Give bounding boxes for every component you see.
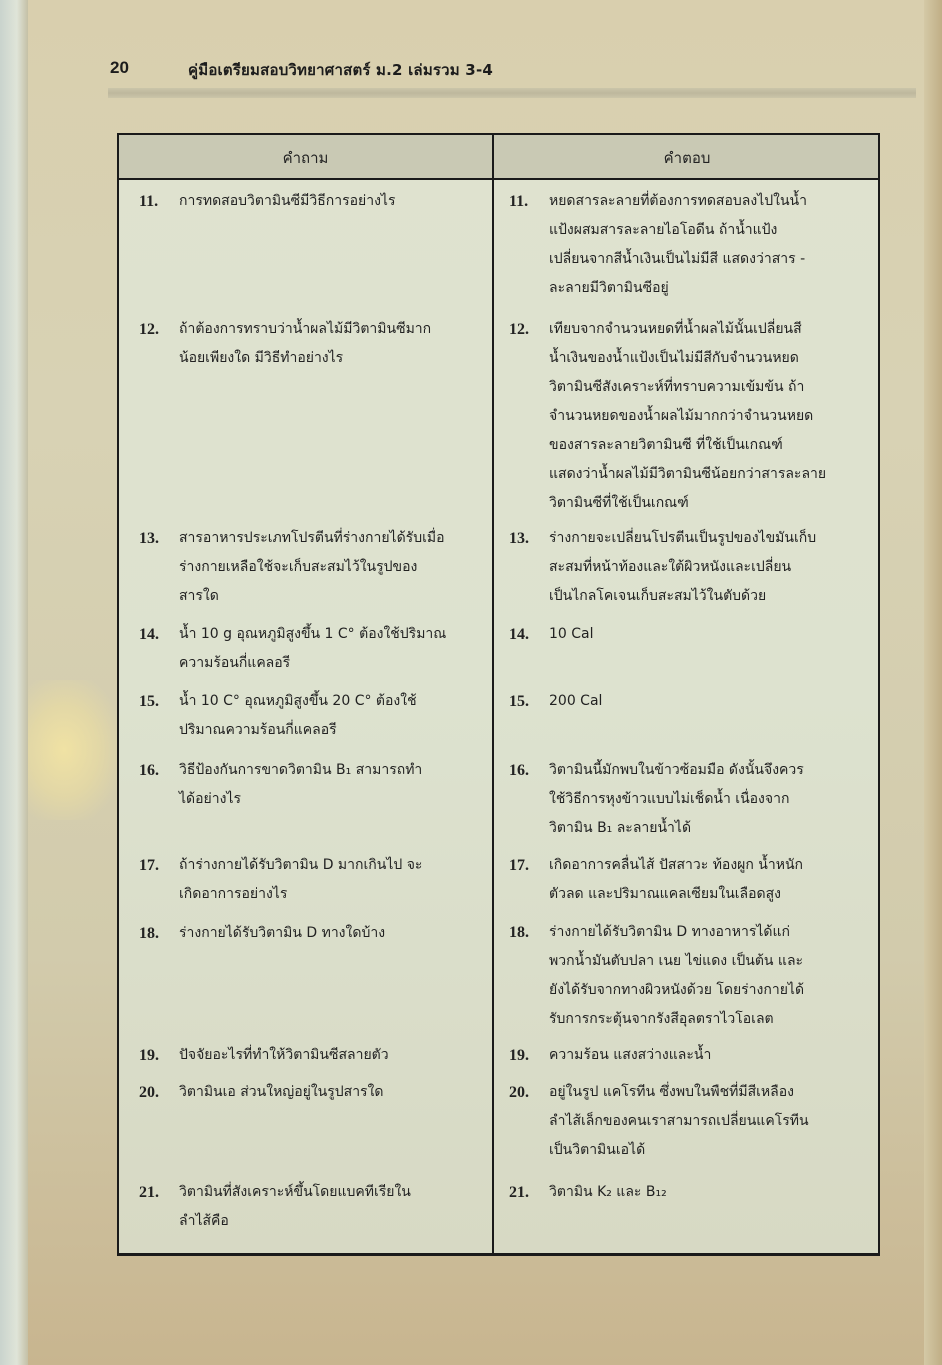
text-line: ปริมาณความร้อนกี่แคลอรี <box>179 722 337 738</box>
text-line: เทียบจากจำนวนหยดที่น้ำผลไม้นั้นเปลี่ยนสี <box>549 321 802 337</box>
text-line: เป็นวิตามินเอได้ <box>549 1142 646 1158</box>
book-spine-edge <box>0 0 28 1365</box>
text-line: น้อยเพียงใด มีวิธีทำอย่างไร <box>179 350 344 366</box>
answer-text <box>549 620 594 649</box>
text-line: 10 Cal <box>549 626 594 642</box>
item-number: 15. <box>509 693 529 710</box>
question-text <box>179 524 445 611</box>
answer-text <box>549 851 803 909</box>
answer-text <box>549 1041 711 1070</box>
answer-text <box>549 315 826 518</box>
item-number: 20. <box>139 1084 159 1101</box>
answer-text <box>549 524 816 611</box>
text-line: สารใด <box>179 588 219 604</box>
text-line: อยู่ในรูป แคโรทีน ซึ่งพบในพืชที่มีสีเหลือง <box>549 1084 794 1100</box>
item-number: 17. <box>139 857 159 874</box>
text-line: วิตามิน K₂ และ B₁₂ <box>549 1184 667 1200</box>
item-number: 18. <box>139 925 159 942</box>
page-right-edge <box>924 0 942 1365</box>
text-line: จำนวนหยดของน้ำผลไม้มากกว่าจำนวนหยด <box>549 408 814 424</box>
item-number: 14. <box>139 626 159 643</box>
item-number: 17. <box>509 857 529 874</box>
item-number: 19. <box>509 1047 529 1064</box>
text-line: น้ำ 10 C° อุณหภูมิสูงขึ้น 20 C° ต้องใช้ <box>179 693 417 709</box>
text-line: การทดสอบวิตามินซีมีวิธีการอย่างไร <box>179 193 396 209</box>
text-line: 200 Cal <box>549 693 603 709</box>
item-number: 13. <box>509 530 529 547</box>
text-line: ลำไส้เล็กของคนเราสามารถเปลี่ยนแคโรทีน <box>549 1113 809 1129</box>
answer-text <box>549 687 602 716</box>
answer-text <box>549 187 807 303</box>
text-line: ร่างกายจะเปลี่ยนโปรตีนเป็นรูปของไขมันเก็บ <box>549 530 817 546</box>
header-rule <box>108 88 916 98</box>
question-text <box>179 620 446 678</box>
text-line: แสดงว่าน้ำผลไม้มีวิตามินซีน้อยกว่าสารละลาย <box>549 466 827 482</box>
question-text <box>179 187 396 216</box>
question-text <box>179 1078 384 1107</box>
column-divider <box>492 135 494 1253</box>
text-line: รับการกระตุ้นจากรังสีอุลตราไวโอเลต <box>549 1011 774 1027</box>
item-number: 16. <box>509 762 529 779</box>
question-text <box>179 919 385 948</box>
book-title: คู่มือเตรียมสอบวิทยาศาสตร์ ม.2 เล่มรวม 3-4 <box>188 61 494 79</box>
text-line: ยังได้รับจากทางผิวหนังด้วย โดยร่างกายได้ <box>549 982 805 998</box>
text-line: ร่างกายได้รับวิตามิน D ทางอาหารได้แก่ <box>549 924 791 940</box>
text-line: ละลายมีวิตามินซีอยู่ <box>549 280 669 296</box>
item-number: 14. <box>509 626 529 643</box>
qa-table <box>117 133 880 1256</box>
item-number: 12. <box>509 321 529 338</box>
answer-text <box>549 1078 809 1165</box>
column-header-question: คำถาม <box>282 149 329 167</box>
text-line: ความร้อน แสงสว่างและน้ำ <box>549 1047 712 1063</box>
question-text <box>179 756 422 814</box>
text-line: ใช้วิธีการหุงข้าวแบบไม่เช็ดน้ำ เนื่องจาก <box>549 791 790 807</box>
item-number: 16. <box>139 762 159 779</box>
text-line: ร่างกายได้รับวิตามิน D ทางใดบ้าง <box>179 925 386 941</box>
text-line: ได้อย่างไร <box>179 791 242 807</box>
question-text <box>179 1041 389 1070</box>
text-line: ปัจจัยอะไรที่ทำให้วิตามินซีสลายตัว <box>179 1047 389 1063</box>
text-line: ร่างกายเหลือใช้จะเก็บสะสมไว้ในรูปของ <box>179 559 418 575</box>
answer-text <box>549 756 804 843</box>
item-number: 11. <box>139 193 159 210</box>
question-text <box>179 687 417 745</box>
text-line: สะสมที่หน้าท้องและใต้ผิวหนังและเปลี่ยน <box>549 559 792 575</box>
text-line: ลำไส้คือ <box>179 1213 229 1229</box>
item-number: 11. <box>509 193 529 210</box>
item-number: 21. <box>139 1184 159 1201</box>
running-header <box>110 58 910 84</box>
page-number: 20 <box>110 58 129 77</box>
item-number: 12. <box>139 321 159 338</box>
question-text <box>179 1178 411 1236</box>
text-line: น้ำ 10 g อุณหภูมิสูงขึ้น 1 C° ต้องใช้ปริมาณ <box>179 626 447 642</box>
item-number: 20. <box>509 1084 529 1101</box>
text-line: เปลี่ยนจากสีน้ำเงินเป็นไม่มีสี แสดงว่าสาร - <box>549 251 806 267</box>
text-line: วิตามินนี้มักพบในข้าวซ้อมมือ ดังนั้นจึงควร <box>549 762 804 778</box>
item-number: 19. <box>139 1047 159 1064</box>
text-line: วิตามินเอ ส่วนใหญ่อยู่ในรูปสารใด <box>179 1084 384 1100</box>
light-glare <box>28 680 118 820</box>
text-line: หยดสารละลายที่ต้องการทดสอบลงไปในน้ำ <box>549 193 807 209</box>
item-number: 21. <box>509 1184 529 1201</box>
text-line: เกิดอาการอย่างไร <box>179 886 288 902</box>
question-text <box>179 851 422 909</box>
text-line: แป้งผสมสารละลายไอโอดีน ถ้าน้ำแป้ง <box>549 222 778 238</box>
text-line: ถ้าต้องการทราบว่าน้ำผลไม้มีวิตามินซีมาก <box>179 321 432 337</box>
text-line: วิตามิน B₁ ละลายน้ำได้ <box>549 820 692 836</box>
text-line: ของสารละลายวิตามินซี ที่ใช้เป็นเกณฑ์ <box>549 437 783 453</box>
text-line: เกิดอาการคลื่นไส้ ปัสสาวะ ท้องผูก น้ำหนัก <box>549 857 804 873</box>
answer-text <box>549 1178 667 1207</box>
table-header-row <box>119 135 878 180</box>
text-line: สารอาหารประเภทโปรตีนที่ร่างกายได้รับเมื่อ <box>179 530 445 546</box>
text-line: วิธีป้องกันการขาดวิตามิน B₁ สามารถทำ <box>179 762 423 778</box>
text-line: วิตามินซีสังเคราะห์ที่ทราบความเข้มข้น ถ้า <box>549 379 805 395</box>
item-number: 15. <box>139 693 159 710</box>
question-text <box>179 315 431 373</box>
column-header-answer: คำตอบ <box>663 149 711 167</box>
text-line: ถ้าร่างกายได้รับวิตามิน D มากเกินไป จะ <box>179 857 423 873</box>
text-line: วิตามินซีที่ใช้เป็นเกณฑ์ <box>549 495 689 511</box>
item-number: 18. <box>509 924 529 941</box>
text-line: พวกน้ำมันตับปลา เนย ไข่แดง เป็นต้น และ <box>549 953 804 969</box>
text-line: ความร้อนกี่แคลอรี <box>179 655 291 671</box>
text-line: เป็นไกลโคเจนเก็บสะสมไว้ในตับด้วย <box>549 588 767 604</box>
item-number: 13. <box>139 530 159 547</box>
text-line: ตัวลด และปริมาณแคลเซียมในเลือดสูง <box>549 886 782 902</box>
answer-text <box>549 918 804 1034</box>
text-line: น้ำเงินของน้ำแป้งเป็นไม่มีสีกับจำนวนหยด <box>549 350 799 366</box>
text-line: วิตามินที่สังเคราะห์ขึ้นโดยแบคทีเรียใน <box>179 1184 411 1200</box>
